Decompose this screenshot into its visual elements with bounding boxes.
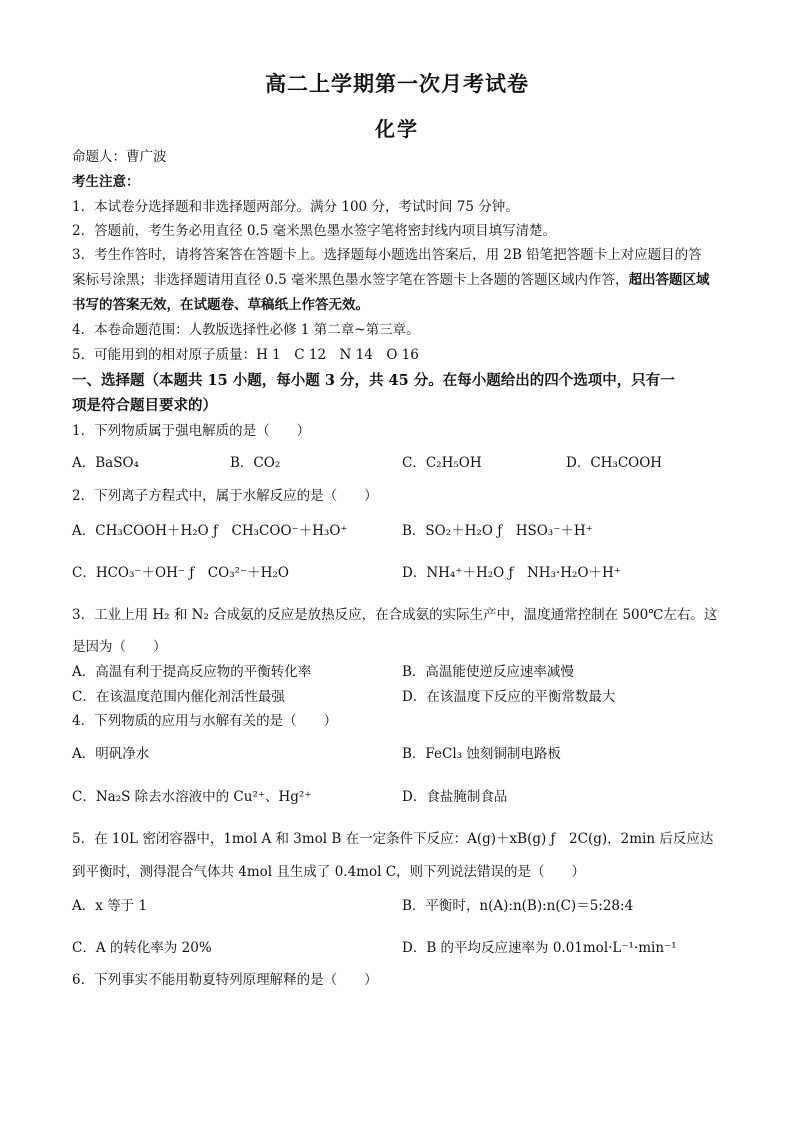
question-5-stem-line-2: 到平衡时，测得混合气体共 4mol 且生成了 0.4mol C，则下列说法错误的是（ ）	[72, 864, 586, 880]
subject-title: 化学	[375, 117, 419, 141]
question-4-option-b: B．FeCl₃ 蚀刻铜制电路板	[402, 746, 561, 762]
question-3-stem-line-1: 3．工业上用 H₂ 和 N₂ 合成氨的反应是放热反应，在合成氨的实际生产中，温度通常控制在 500℃左右。这	[72, 607, 718, 623]
section-1-heading-line-1: 一、选择题（本题共 15 小题，每小题 3 分，共 45 分。在每小题给出的四个选项中，只有一	[72, 372, 675, 389]
question-3-option-a: A．高温有利于提高反应物的平衡转化率	[72, 664, 312, 680]
question-1-option-b: B．CO₂	[230, 455, 281, 471]
question-4-option-d: D．食盐腌制食品	[402, 789, 508, 805]
question-4-option-a: A．明矾净水	[72, 746, 150, 762]
question-3-option-b: B．高温能使逆反应速率减慢	[402, 664, 574, 680]
question-3-option-c: C．在该温度范围内催化剂活性最强	[72, 689, 285, 705]
question-5-option-c: C．A 的转化率为 20%	[72, 940, 212, 956]
question-1-option-c: C．C₂H₅OH	[402, 455, 482, 471]
question-5-option-b: B．平衡时，n(A):n(B):n(C)＝5:28:4	[402, 898, 634, 914]
question-5-option-d: D．B 的平均反应速率为 0.01mol·L⁻¹·min⁻¹	[402, 940, 677, 956]
section-1-heading-line-2: 项是符合题目要求的）	[72, 397, 217, 414]
notice-3-line-2	[72, 270, 732, 290]
notice-5: 5．可能用到的相对原子质量：H 1 C 12 N 14 O 16	[72, 347, 419, 363]
notice-3-line-1: 3．考生作答时，请将答案答在答题卡上。选择题每小题选出答案后，用 2B 铅笔把答题卡上对应题目的答	[72, 247, 702, 263]
question-2-option-b: B．SO₂＋H₂O ƒ HSO₃⁻＋H⁺	[402, 523, 593, 539]
question-2-option-a: A．CH₃COOH＋H₂O ƒ CH₃COO⁻＋H₃O⁺	[72, 523, 348, 539]
question-3-option-d: D．在该温度下反应的平衡常数最大	[402, 689, 616, 705]
notice-3-normal-text: 案标号涂黑；非选择题请用直径 0.5 毫米黑色墨水签字笔在答题卡上各题的答题区域内作答，	[72, 272, 629, 288]
question-1-stem: 1．下列物质属于强电解质的是（ ）	[72, 423, 311, 439]
notice-heading: 考生注意：	[72, 174, 140, 190]
question-6-stem: 6．下列事实不能用勒夏特列原理解释的是（ ）	[72, 972, 378, 988]
question-5-stem-line-1: 5．在 10L 密闭容器中，1mol A 和 3mol B 在一定条件下反应：A(g)＋xB(g) ƒ 2C(g)，2min 后反应达	[72, 831, 714, 847]
notice-4: 4．本卷命题范围：人教版选择性必修 1 第二章~第三章。	[72, 322, 420, 338]
question-1-option-d: D．CH₃COOH	[566, 455, 663, 471]
notice-2: 2．答题前，考生务必用直径 0.5 毫米黑色墨水签字笔将密封线内项目填写清楚。	[72, 223, 557, 239]
author-line: 命题人：曹广波	[72, 149, 167, 165]
notice-3-bold-text: 超出答题区域	[628, 272, 710, 288]
exam-title: 高二上学期第一次月考试卷	[265, 71, 529, 96]
question-4-stem: 4．下列物质的应用与水解有关的是（ ）	[72, 713, 338, 729]
question-3-stem-line-2: 是因为（ ）	[72, 639, 167, 655]
notice-1: 1．本试卷分选择题和非选择题两部分。满分 100 分，考试时间 75 分钟。	[72, 199, 519, 215]
question-4-option-c: C．Na₂S 除去水溶液中的 Cu²⁺、Hg²⁺	[72, 789, 312, 805]
question-2-option-d: D．NH₄⁺＋H₂O ƒ NH₃·H₂O＋H⁺	[402, 565, 621, 581]
question-5-option-a: A．x 等于 1	[72, 898, 148, 914]
question-1-option-a: A．BaSO₄	[72, 455, 139, 471]
question-2-stem: 2．下列离子方程式中，属于水解反应的是（ ）	[72, 488, 378, 504]
question-2-option-c: C．HCO₃⁻＋OH⁻ ƒ CO₃²⁻＋H₂O	[72, 565, 289, 581]
notice-3-line-3: 书写的答案无效，在试题卷、草稿纸上作答无效。	[72, 297, 369, 313]
